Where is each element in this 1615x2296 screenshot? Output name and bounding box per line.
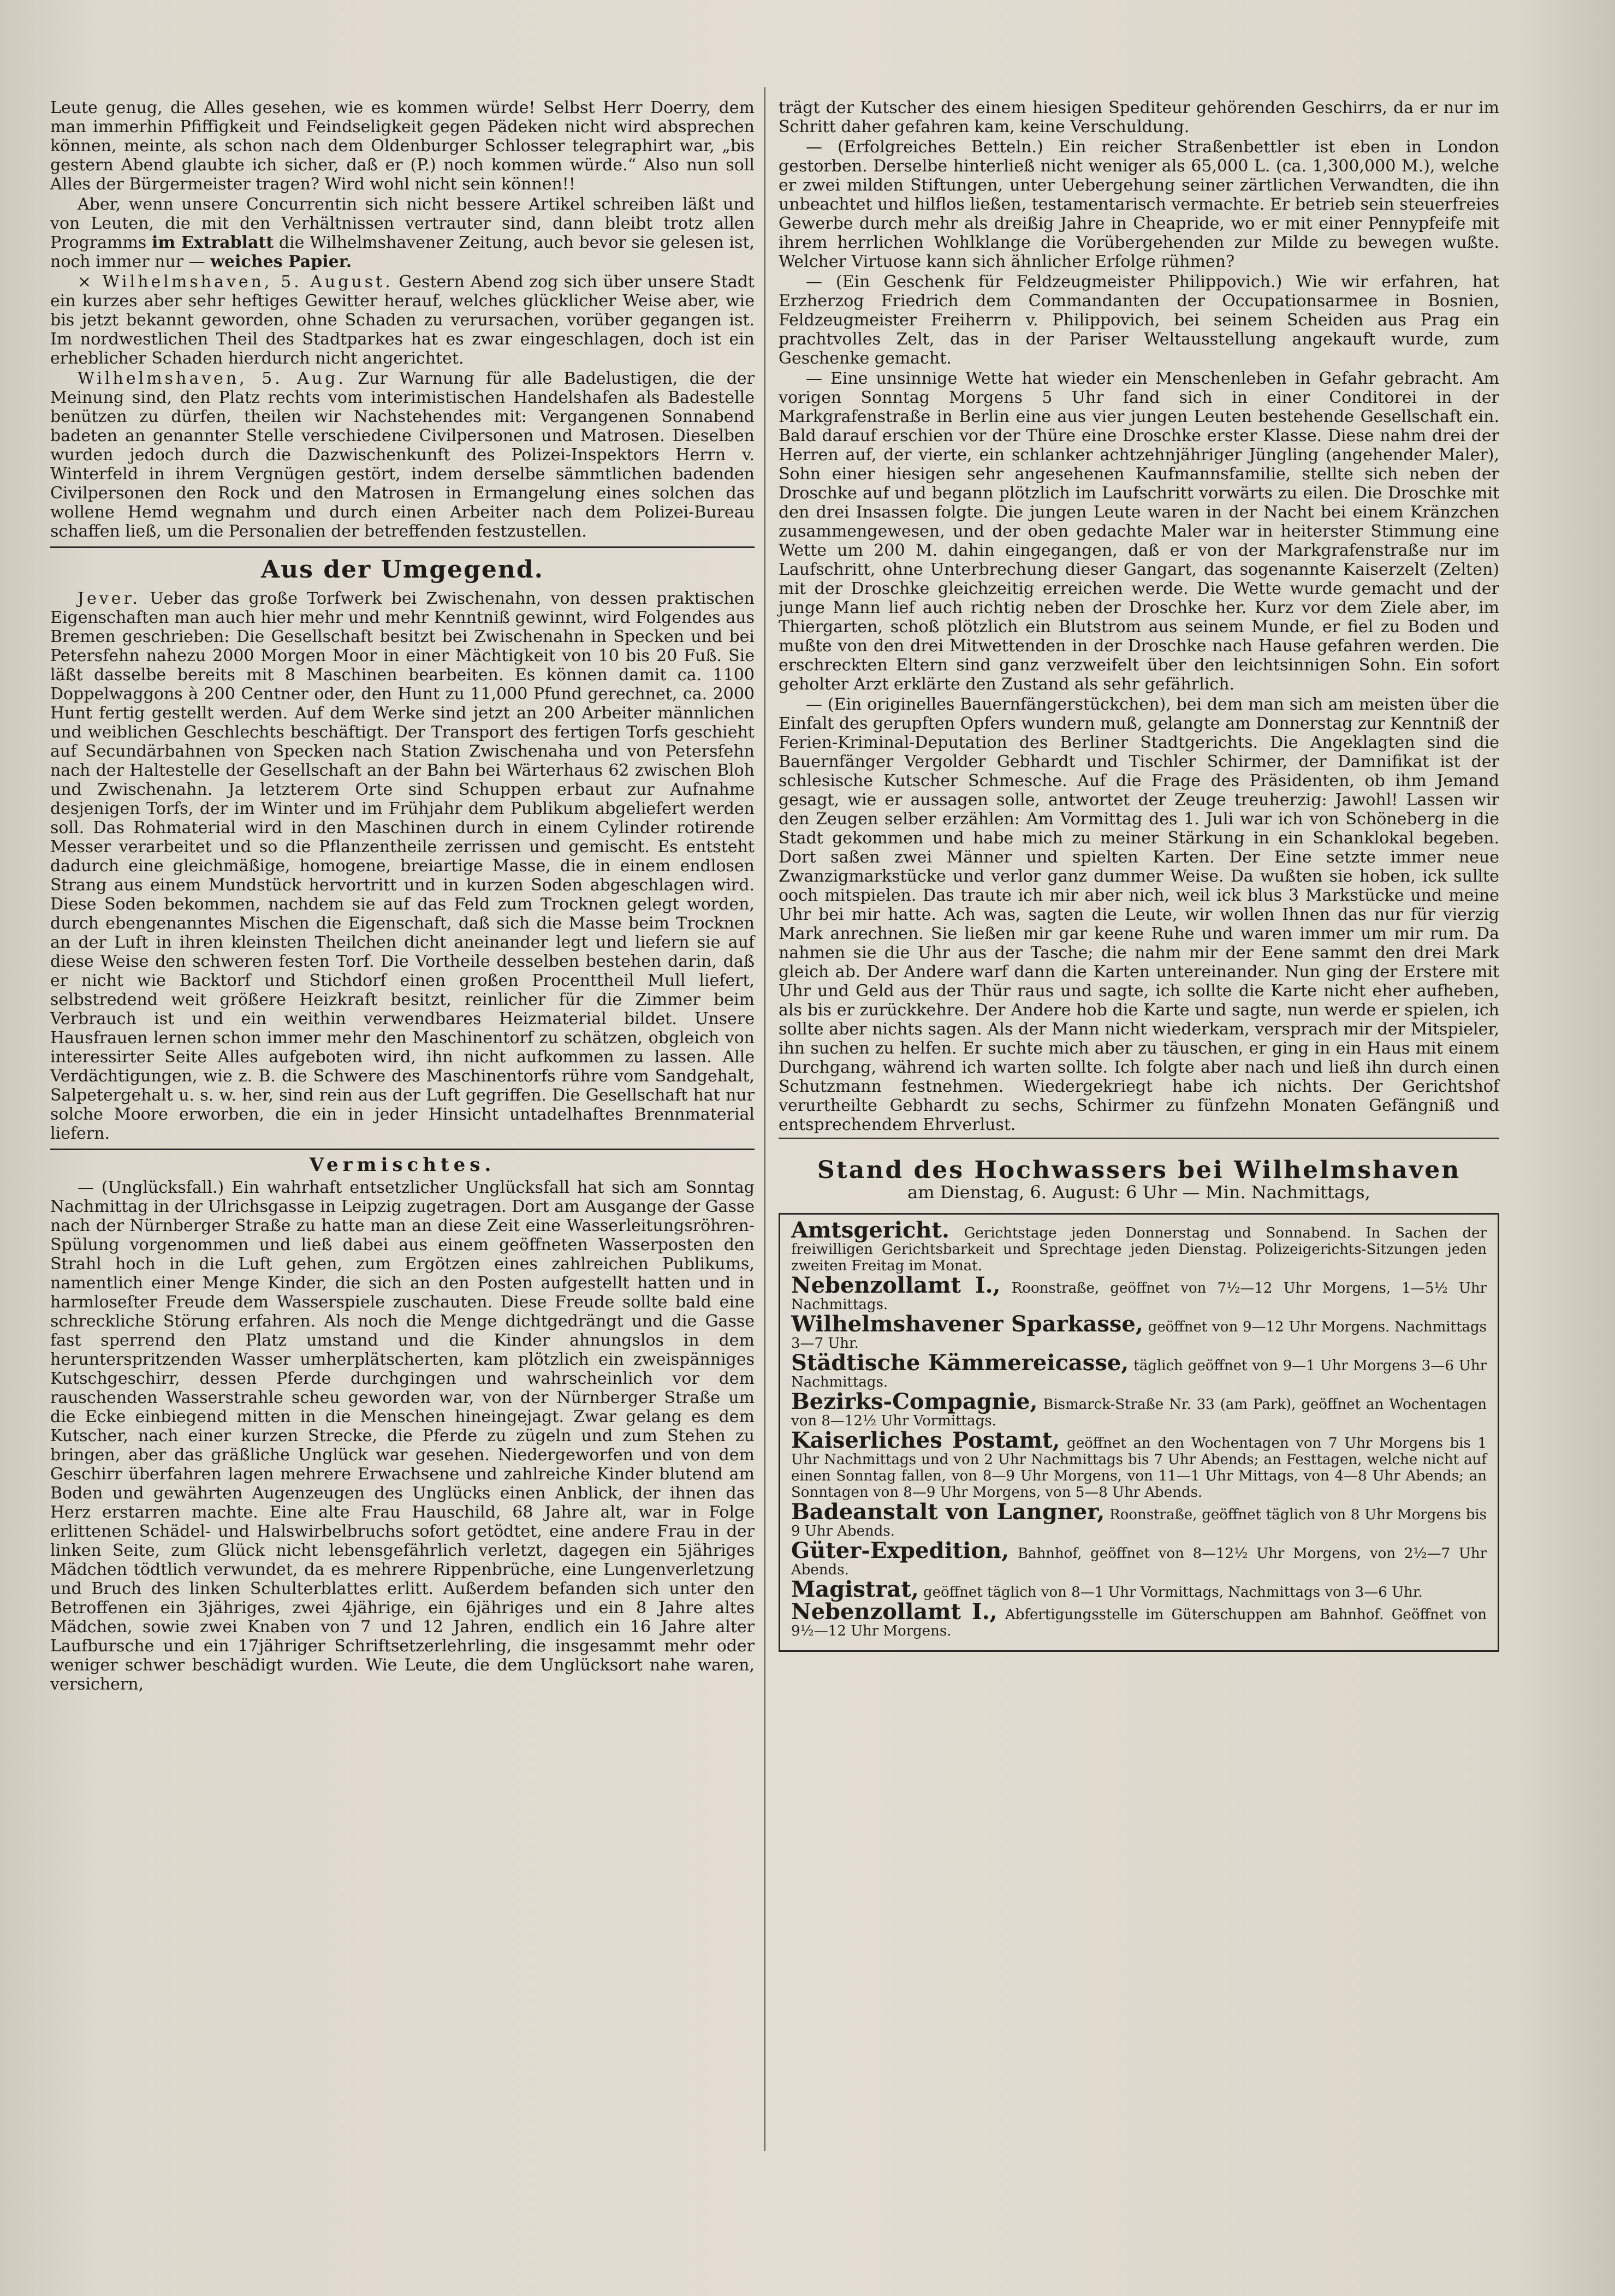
right-column	[779, 98, 1499, 1652]
notice-entry: Bezirks-Compagnie, Bismarck-Straße Nr. 33 (am Park), geöffnet an Wochentagen von 8—12½ Uhr Vormittags.	[791, 1389, 1487, 1429]
hochwasser-title: Stand des Hochwassers bei Wilhelmshaven	[817, 1156, 1461, 1184]
article-paragraph: Aber, wenn unsere Concurrentin sich nicht bessere Artikel schreiben läßt und von Leuten, die mit den Verhältnissen vertrauter sind, dann bleibt trotz allen Programms im Extrablatt die Wilhelmshavener Zeitung, auch bevor sie gelesen ist, noch immer nur — weiches Papier.	[50, 195, 755, 271]
section-divider	[779, 1138, 1499, 1139]
article-paragraph: Jever. Ueber das große Torfwerk bei Zwischenahn, von dessen praktischen Eigenschaften man auch hier mehr und mehr Kenntniß gewinnt, wird Folgendes aus Bremen geschrieben: Die Gesellschaft besitzt bei Zwischenahn in Specken und bei Petersfehn nahezu 2000 Morgen Moor in einer Mächtigkeit von 10 bis 20 Fuß. Sie läßt dasselbe bereits mit 8 Maschinen bearbeiten. Es können damit ca. 1100 Doppelwaggons à 200 Centner oder, den Hunt zu 11,000 Pfund gerechnet, ca. 2000 Hunt fertig gestellt werden. Auf dem Werke sind jetzt an 200 Arbeiter männlichen und weiblichen Geschlechts beschäftigt. Der Transport des fertigen Torfs geschieht auf Secundärbahnen von Specken nach Station Zwischenaha und von Petersfehn nach der Haltestelle der Gesellschaft an der Bahn bei Wärterhaus 62 zwischen Bloh und Zwischenahn. Ja letzterem Orte sind Schuppen erbaut zur Aufnahme desjenigen Torfs, der im Winter und im Frühjahr dem Publikum abgeliefert werden soll. Das Rohmaterial wird in den Maschinen durch in einem Cylinder rotirende Messer verarbeitet und so die Pflanzentheile zerrissen und gemischt. Es entsteht dadurch eine gleichmäßige, homogene, breiartige Masse, die in einem endlosen Strang aus einem Mundstück hervortritt und in kurzen Soden abgeschlagen wird. Diese Soden bekommen, nachdem sie auf das Feld zum Trocknen gelegt worden, durch ebengenanntes Mischen die Eigenschaft, daß sich die Masse beim Trocknen an der Luft in ihren kleinsten Theilchen dicht aneinander legt und liefern sie auf diese Weise den schweren festen Torf. Die Vortheile desselben bestehen darin, daß er nicht wie Backtorf und Stichdorf einen großen Procenttheil Mull liefert, selbstredend weit größere Heizkraft besitzt, reinlicher für die Zimmer beim Verbrauch ist und ein weithin verwendbares Heizmaterial bildet. Unsere Hausfrauen lernen schon immer mehr den Maschinentorf zu schätzen, obgleich von interessirter Seite Alles aufgeboten wird, ihn nicht aufkommen zu lassen. Alle Verdächtigungen, wie z. B. die Schwere des Maschinentorfs rühre vom Sandgehalt, Salpetergehalt u. s. w. her, sind rein aus der Luft gegriffen. Die Gesellschaft hat nur solche Moore erworben, die ein in jeder Hinsicht untadelhaftes Brennmaterial liefern.	[50, 589, 755, 1143]
section-heading: Aus der Umgegend.	[261, 556, 544, 584]
notice-entry: Nebenzollamt I., Roonstraße, geöffnet von 7½—12 Uhr Morgens, 1—5½ Uhr Nachmittags.	[791, 1272, 1487, 1313]
notice-entry: Wilhelmshavener Sparkasse, geöffnet von 9—12 Uhr Morgens. Nachmittags 3—7 Uhr.	[791, 1311, 1487, 1352]
notice-entry: Güter-Expedition, Bahnhof, geöffnet von 8—12½ Uhr Morgens, von 2½—7 Uhr Abends.	[791, 1538, 1487, 1578]
article-paragraph: — (Ein Geschenk für Feldzeugmeister Philippovich.) Wie wir erfahren, hat Erzherzog Friedrich dem Commandanten der Occupationsarmee in Bosnien, Feldzeugmeister Freiherrn v. Philippovich, bei seinem Scheiden aus Prag ein prachtvolles Zelt, das in der Pariser Weltausstellung angekauft wurde, zum Geschenke gemacht.	[779, 272, 1499, 368]
article-paragraph: Wilhelmshaven, 5. Aug. Zur Warnung für alle Badelustigen, die der Meinung sind, den Platz rechts vom interimistischen Handelshafen als Badestelle benützen zu dürfen, theilen wir Nachstehendes mit: Vergangenen Sonnabend badeten an genannter Stelle verschiedene Civilpersonen und Matrosen. Dieselben wurden jedoch durch die Dazwischenkunft des Polizei-Inspektors Herrn v. Winterfeld in ihrem Vergnügen gestört, indem derselbe sämmtlichen badenden Civilpersonen den Rock und den Matrosen in Ermangelung eines solchen das wollene Hemd wegnahm und durch einen Arbeiter nach dem Polizei-Bureau schaffen ließ, um die Personalien der betreffenden festzustellen.	[50, 369, 755, 541]
dateline: Wilhelmshaven, 5. Aug.	[78, 369, 346, 388]
article-paragraph: — (Erfolgreiches Betteln.) Ein reicher Straßenbettler ist eben in London gestorben. Derselbe hinterließ nicht weniger als 65,000 L. (ca. 1,300,000 M.), welche er zwei milden Stiftungen, unter Uebergehung seiner zärtlichen Verwandten, die ihn unbeachtet und hilflos ließen, testamentarisch vermachte. Er betrieb sein steuerfreies Gewerbe durch mehr als dreißig Jahre in Cheapride, wo er mit einer Pennypfeife mit ihrem herrlichen Wohlklange die Vorübergehenden zur Milde zu bewegen wußte. Welcher Virtuose kann sich ähnlicher Erfolge rühmen?	[779, 138, 1499, 271]
notice-entry: Badeanstalt von Langner, Roonstraße, geöffnet täglich von 8 Uhr Morgens bis 9 Uhr Abends.	[791, 1499, 1487, 1539]
section-heading: Vermischtes.	[309, 1154, 496, 1176]
section-divider	[50, 546, 755, 548]
emphasis-text: weiches Papier.	[210, 252, 352, 271]
article-paragraph: — (Unglücksfall.) Ein wahrhaft entsetzlicher Unglücksfall hat sich am Sonntag Nachmittag in der Ulrichsgasse in Leipzig zugetragen. Dort am Ausgange der Gasse nach der Nürnberger Straße zu hatte man an diese Zeit eine Wasserleitungsröhren-Spülung vorgenommen und ließ dabei aus einem geöffneten Wasserposten den Strahl hoch in die Luft gehen, zum Ergötzen eines zahlreichen Publikums, namentlich einer Menge Kinder, die sich an den Posten aufgestellt hatten und in harmloseſter Freude dem Wasserspiele zuschauten. Diese Freude sollte bald eine schreckliche Störung erfahren. Als noch die Menge dichtgedrängt und die Gasse fast sperrend den Platz umstand und die Kinder ahnungslos in dem herunterspritzenden Wasser umherplätscherten, kam plötzlich ein zweispänniges Kutschgeschirr, dessen Pferde durchgingen und wahrscheinlich vor dem rauschenden Wasserstrahle scheu geworden war, von der Nürnberger Straße um die Ecke einbiegend mitten in die Menschen hineingejagt. Zwar gelang es dem Kutscher, nach einer kurzen Strecke, die Pferde zu zügeln und zum Stehen zu bringen, aber das gräßliche Unglück war gesehen. Niedergeworfen und von dem Geschirr überfahren lagen mehrere Erwachsene und zahlreiche Kinder blutend am Boden und gewährten Augenzeugen des Unglücks einen Anblick, der ihnen das Herz erstarren machte. Eine alte Frau Hauschild, 68 Jahre alt, war in Folge erlittenen Schädel- und Halswirbelbruchs sofort getödtet, eine andere Frau in der linken Seite, zum Glück nicht lebensgefährlich verletzt, dagegen ein 5jähriges Mädchen tödtlich verwundet, da es mehrere Rippenbrüche, eine Lungenverletzung und Bruch des linken Schulterblattes erlitt. Außerdem befanden sich unter den Betroffenen ein 3jähriges, zwei 4jährige, ein 6jähriges und ein 8 Jahre altes Mädchen, sowie zwei Knaben von 7 und 12 Jahren, endlich ein 16 Jahre alter Laufbursche und ein 17jähriger Schriftsetzerlehrling, die insgesammt mehr oder weniger schwer beschädigt wurden. Wie Leute, die dem Unglücksort nahe waren, versichern,	[50, 1178, 755, 1694]
dateline: Jever.	[78, 589, 141, 608]
notice-entry: Amtsgericht. Gerichtstage jeden Donnerstag und Sonnabend. In Sachen der freiwilligen Gerichtsbarkeit und Sprechtage jeden Dienstag. Polizeigerichts-Sitzungen jeden zweiten Freitag im Monat.	[791, 1217, 1487, 1274]
article-paragraph: trägt der Kutscher des einem hiesigen Spediteur gehörenden Geschirrs, da er nur im Schritt daher gefahren kam, keine Verschuldung.	[779, 98, 1499, 136]
section-divider	[50, 1149, 755, 1150]
notice-entry: Städtische Kämmereicasse, täglich geöffnet von 9—1 Uhr Morgens 3—6 Uhr Nachmittags.	[791, 1350, 1487, 1390]
article-paragraph: × Wilhelmshaven, 5. August. Gestern Abend zog sich über unsere Stadt ein kurzes aber sehr heftiges Gewitter herauf, welches glücklicher Weise aber, wie bis jetzt bekannt geworden, ohne Schaden zu verursachen, vorüber gegangen ist. Im nordwestlichen Theil des Stadtparkes hat es zwar eingeschlagen, doch ist ein erheblicher Schaden hierdurch nicht angerichtet.	[50, 272, 755, 368]
article-paragraph: Leute genug, die Alles gesehen, wie es kommen würde! Selbst Herr Doerry, dem man immerhin Pfiffigkeit und Feindseligkeit gegen Pädeken nicht wird absprechen können, meinte, als schon nach dem Oldenburger Schlosser telegraphirt war, „bis gestern Abend glaubte ich sicher, daß er (P.) noch kommen würde.“ Also nun soll Alles der Bürgermeister tragen? Wird wohl nicht sein können!!	[50, 98, 755, 194]
notice-entry: Kaiserliches Postamt, geöffnet an den Wochentagen von 7 Uhr Morgens bis 1 Uhr Nachmittags und von 2 Uhr Nachmittags bis 7 Uhr Abends; an Festtagen, welche nicht auf einen Sonntag fallen, von 8—9 Uhr Morgens, von 11—1 Uhr Mittags, von 4—8 Uhr Abends; an Sonntagen von 8—9 Uhr Morgens, von 5—8 Uhr Abends.	[791, 1427, 1487, 1501]
notice-entry: Nebenzollamt I., Abfertigungsstelle im Güterschuppen am Bahnhof. Geöffnet von 9½—12 Uhr Morgens.	[791, 1599, 1487, 1639]
hochwasser-subtitle: am Dienstag, 6. August: 6 Uhr — Min. Nachmittags,	[907, 1182, 1370, 1203]
emphasis-text: im Extrablatt	[152, 233, 274, 252]
dateline: × Wilhelmshaven, 5. August.	[78, 272, 393, 292]
article-paragraph: — (Ein originelles Bauernfängerstückchen), bei dem man sich am meisten über die Einfalt des gerupften Opfers wundern muß, gelangte am Donnerstag zur Kenntniß der Ferien-Kriminal-Deputation des Berliner Stadtgerichts. Die Angeklagten sind die Bauernfänger Vergolder Gebhardt und Tischler Schirmer, der Damnifikat ist der schlesische Kutscher Schmesche. Auf die Frage des Präsidenten, ob ihm Jemand gesagt, wie er aussagen solle, antwortet der Zeuge treuherzig: Jawohl! Lassen wir den Zeugen selber erzählen: Am Vormittag des 1. Juli war ich von Schöneberg in die Stadt gekommen und habe mich zu meiner Stärkung in ein Schanklokal begeben. Dort saßen zwei Männer und spielten Karten. Der Eine setzte immer neue Zwanzigmarkstücke und verlor ganz dummer Weise. Da wußten sie hoben, ick sullte ooch mitspielen. Das traute ich mir aber nich, weil ick blus 3 Markstücke und meine Uhr bei mir hatte. Ach was, sagten die Leute, wir wollen Ihnen das nur für vierzig Mark anrechnen. Sie ließen mir gar keene Ruhe und waren immer um mir rum. Da nahmen sie die Uhr aus der Tasche; die nahm mir der Eene sammt den drei Mark gleich ab. Der Andere warf dann die Karten untereinander. Nun ging der Erstere mit Uhr und Geld aus der Thür raus und sagte, ich sollte die Karte nicht eher aufheben, als bis er zurückkehre. Der Andere hob die Karte und sagte, nun werde er spielen, ich sollte aber nichts sagen. Als der Mann nicht wiederkam, versprach mir der Mitspieler, ihn suchen zu helfen. Er suchte mich aber zu täuschen, er ging in ein Haus mit einem Durchgang, während ich warten sollte. Ich folgte aber nach und ließ ihn durch einen Schutzmann festnehmen. Wiedergekriegt habe ich nichts. Der Gerichtshof verurtheilte Gebhardt zu sechs, Schirmer zu fünfzehn Monaten Gefängniß und entsprechendem Ehrverlust.	[779, 695, 1499, 1134]
column-divider	[764, 87, 765, 2151]
left-column	[50, 98, 755, 1695]
office-hours-notice	[779, 1213, 1499, 1652]
article-paragraph: — Eine unsinnige Wette hat wieder ein Menschenleben in Gefahr gebracht. Am vorigen Sonntag Morgens 5 Uhr fand sich in einer Conditorei in der Markgrafenstraße in Berlin eine aus vier jungen Leuten bestehende Gesellschaft ein. Bald darauf erschien vor der Thüre eine Droschke erster Klasse. Diese nahm drei der Herren auf, der vierte, ein schlanker achtzehnjähriger Jüngling (angehender Maler), Sohn einer hiesigen sehr angesehenen Kaufmannsfamilie, stellte sich neben der Droschke auf und begann plötzlich im Laufschritt vorwärts zu eilen. Die Droschke mit den drei Insassen folgte. Die jungen Leute waren in der Nacht bei einem Kränzchen zusammengewesen, und der oben gedachte Maler war in heiterster Stimmung eine Wette um 200 M. dahin eingegangen, daß er von der Markgrafenstraße nur im Laufschritt, ohne Unterbrechung dieser Gangart, das sogenannte Kaiserzelt (Zelten) mit der Droschke gleichzeitig erreichen werde. Die Wette wurde gemacht und der junge Mann lief auch richtig neben der Droschke her. Kurz vor dem Ziele aber, im Thiergarten, schoß plötzlich ein Blutstrom aus seinem Munde, er fiel zu Boden und mußte von den drei Mitwettenden in der Droschke nach Hause gefahren werden. Die erschreckten Eltern sind ganz verzweifelt über den leichtsinnigen Sohn. Ein sofort geholter Arzt erklärte den Zustand als sehr gefährlich.	[779, 369, 1499, 694]
notice-entry: Magistrat, geöffnet täglich von 8—1 Uhr Vormittags, Nachmittags von 3—6 Uhr.	[791, 1577, 1423, 1602]
